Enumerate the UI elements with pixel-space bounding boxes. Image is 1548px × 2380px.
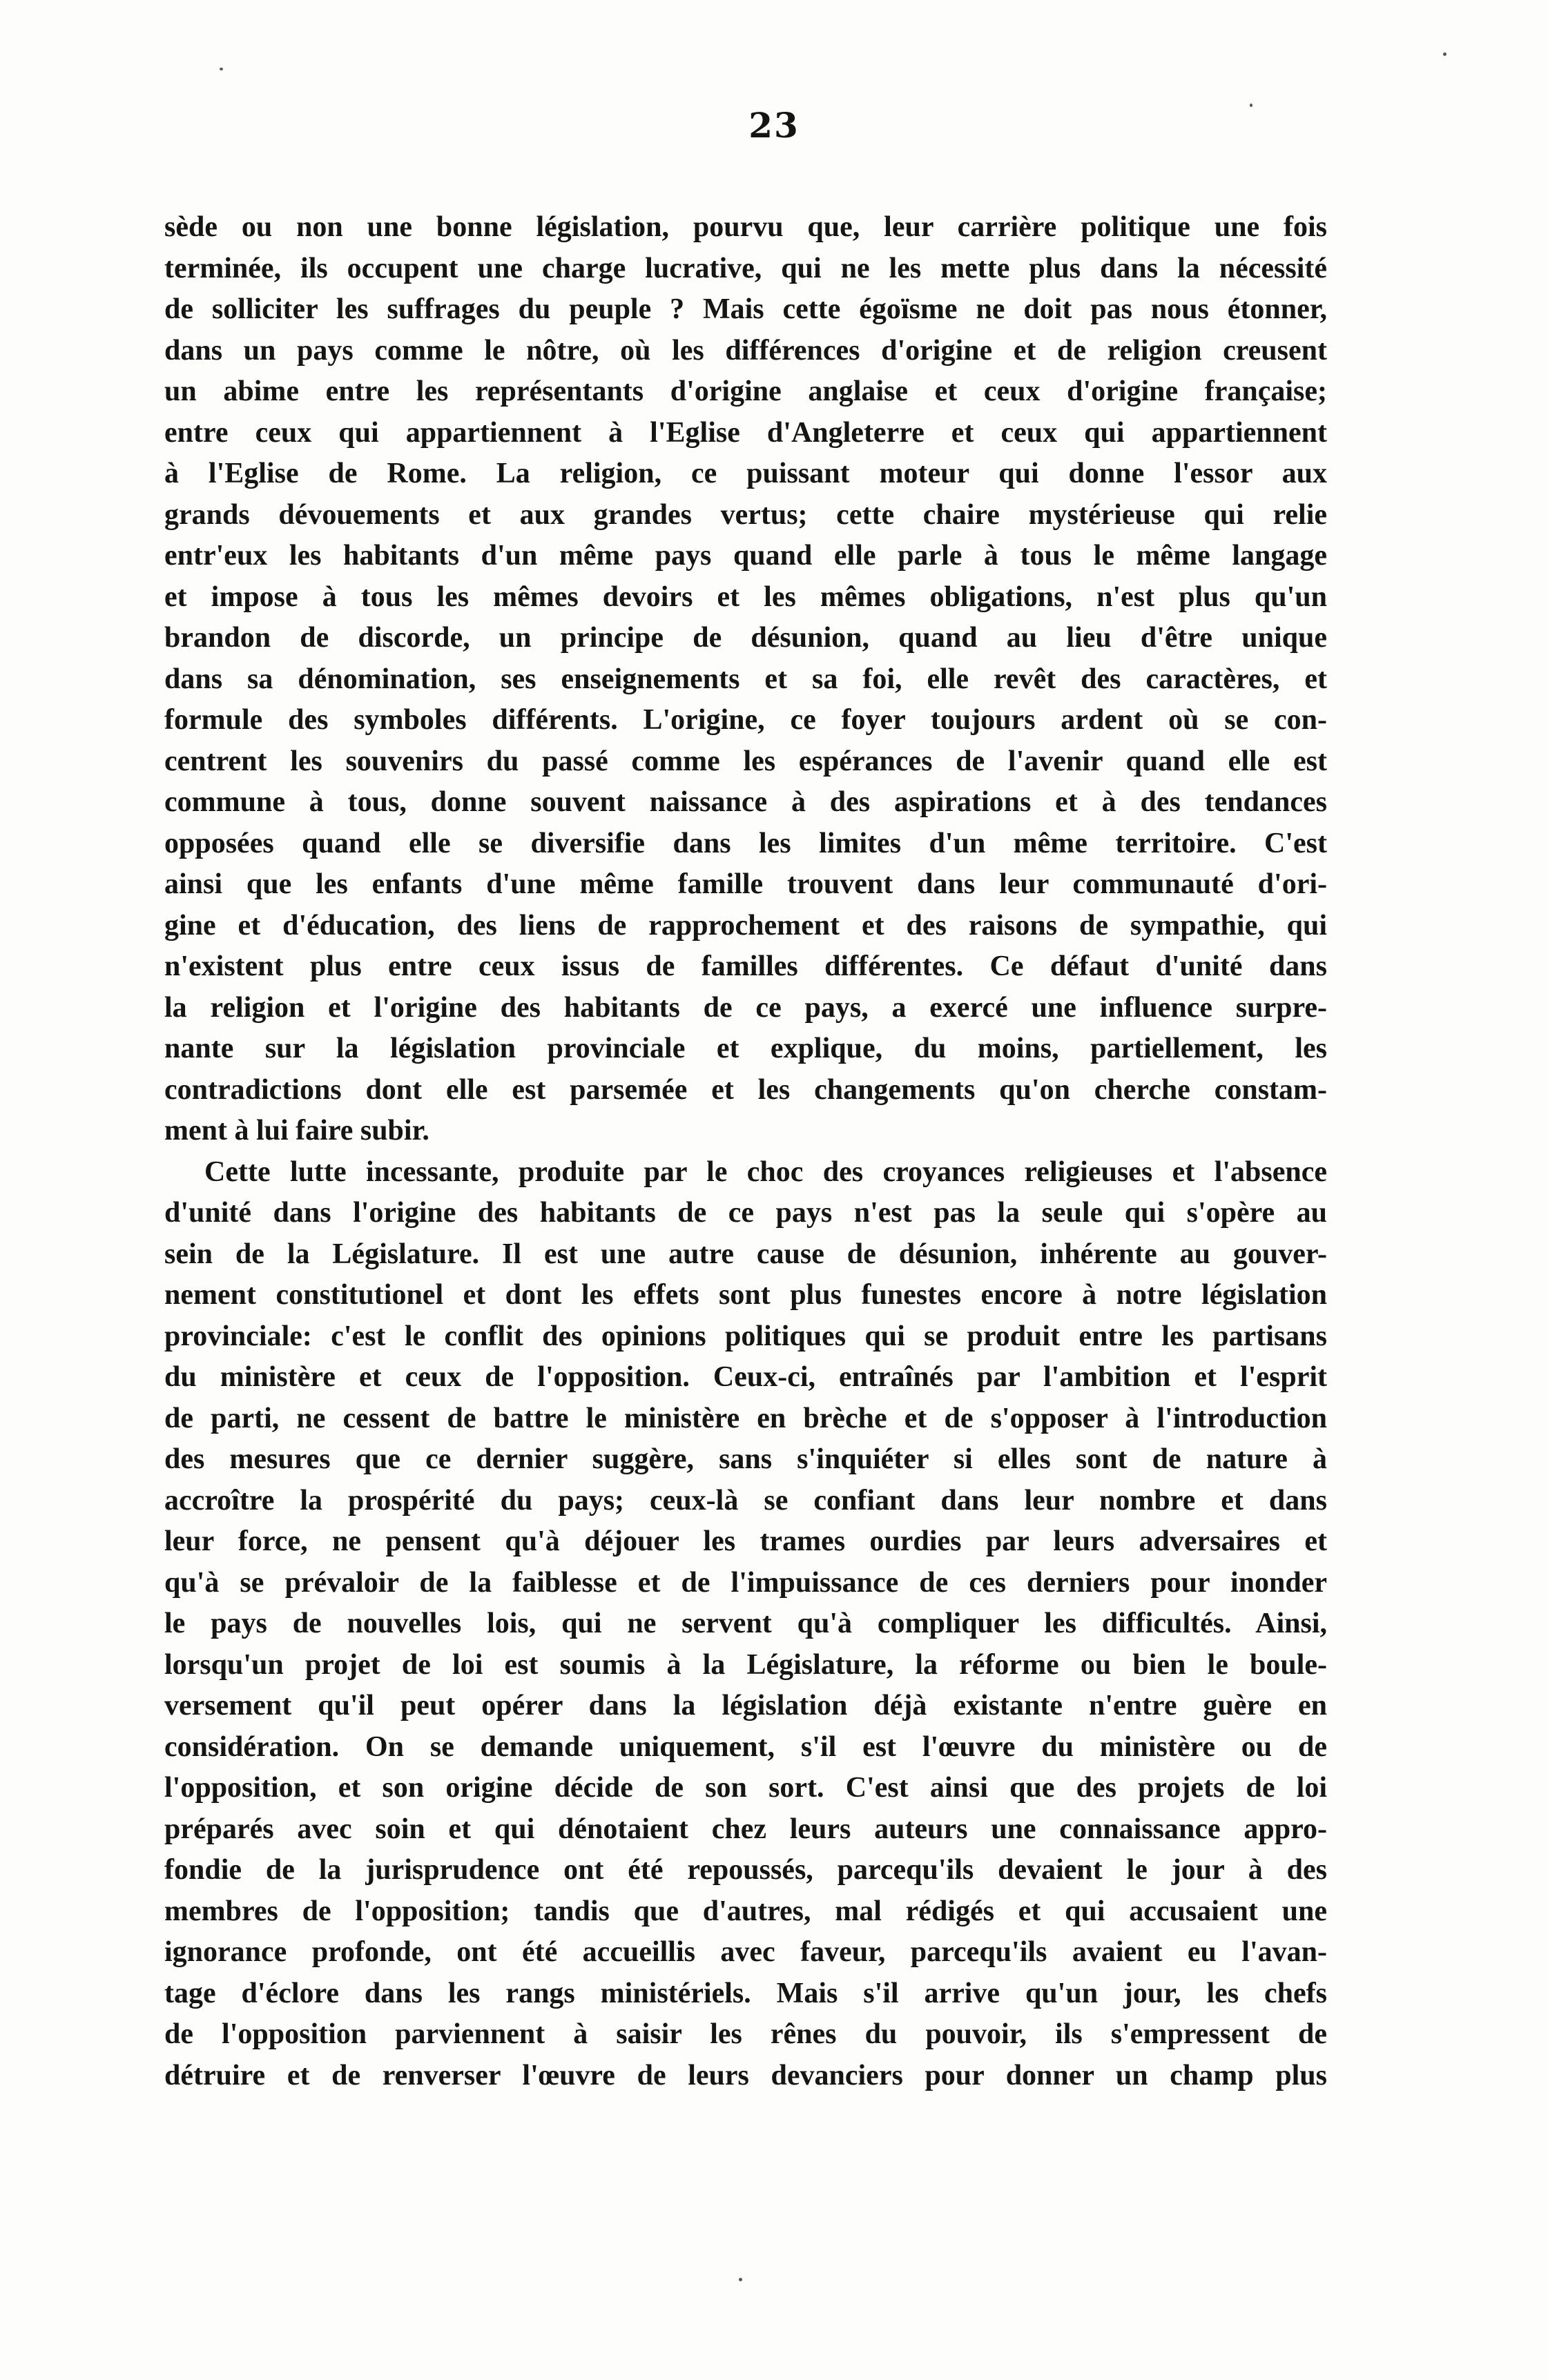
text-line: un abime entre les représentants d'origine anglaise et ceux d'origine française; [164,375,1327,407]
text-line: à l'Eglise de Rome. La religion, ce puissant moteur qui donne l'essor aux [164,458,1327,489]
text-line: considération. On se demande uniquement, s'il est l'œuvre du ministère ou de [164,1730,1327,1763]
text-line: sède ou non une bonne législation, pourvu que, leur carrière politique une fois [164,211,1327,243]
text-line: de l'opposition parviennent à saisir les rênes du pouvoir, ils s'empressent de [164,2018,1327,2050]
page-number: 23 [748,105,800,146]
text-line: entre ceux qui appartiennent à l'Eglise d'Angleterre et ceux qui appartiennent [164,416,1327,449]
text-line: des mesures que ce dernier suggère, sans s'inquiéter si elles sont de nature à [164,1443,1327,1475]
text-line: contradictions dont elle est parsemée et les changements qu'on cherche constam- [164,1073,1327,1106]
text-line: terminée, ils occupent une charge lucrative, qui ne les mette plus dans la nécessité [164,252,1327,284]
text-line: la religion et l'origine des habitants de ce pays, a exercé une influence surpre- [164,991,1327,1024]
text-line: versement qu'il peut opérer dans la législation déjà existante n'entre guère en [164,1690,1327,1721]
scan-speck [739,2278,742,2281]
text-line: grands dévouements et aux grandes vertus; cette chaire mystérieuse qui relie [164,498,1327,531]
scan-speck [220,68,223,70]
text-line: accroître la prospérité du pays; ceux-là se confiant dans leur nombre et dans [164,1484,1327,1516]
text-line: l'opposition, et son origine décide de son sort. C'est ainsi que des projets de loi [164,1772,1327,1804]
text-line: du ministère et ceux de l'opposition. Ceux-ci, entraînés par l'ambition et l'esprit [164,1361,1327,1393]
text-line: n'existent plus entre ceux issus de familles différentes. Ce défaut d'unité dans [164,950,1327,982]
scan-speck [1443,52,1447,56]
text-line: sein de la Législature. Il est une autre cause de désunion, inhérente au gouver- [164,1238,1327,1270]
text-line: provinciale: c'est le conflit des opinions politiques qui se produit entre les partisans [164,1320,1327,1352]
text-line: dans sa dénomination, ses enseignements et sa foi, elle revêt des caractères, et [164,663,1327,695]
scan-speck [1250,104,1252,107]
text-line: lorsqu'un projet de loi est soumis à la Législature, la réforme ou bien le boule- [164,1648,1327,1681]
text-line: formule des symboles différents. L'origine, ce foyer toujours ardent où se con- [164,704,1327,736]
text-line: brandon de discorde, un principe de désunion, quand au lieu d'être unique [164,622,1327,654]
text-line: gine et d'éducation, des liens de rapprochement et des raisons de sympathie, qui [164,909,1327,942]
text-line: centrent les souvenirs du passé comme les espérances de l'avenir quand elle est [164,745,1327,777]
text-line: dans un pays comme le nôtre, où les différences d'origine et de religion creusent [164,334,1327,367]
text-line: et impose à tous les mêmes devoirs et les mêmes obligations, n'est plus qu'un [164,581,1327,613]
text-line: le pays de nouvelles lois, qui ne servent qu'à compliquer les difficultés. Ainsi, [164,1608,1327,1639]
text-line: ment à lui faire subir. [164,1115,429,1147]
text-line: membres de l'opposition; tandis que d'autres, mal rédigés et qui accusaient une [164,1895,1327,1927]
text-line: préparés avec soin et qui dénotaient chez leurs auteurs une connaissance appro- [164,1813,1327,1845]
text-line: Cette lutte incessante, produite par le choc des croyances religieuses et l'absence [204,1155,1327,1188]
text-line: opposées quand elle se diversifie dans les limites d'un même territoire. C'est [164,827,1327,859]
text-line: détruire et de renverser l'œuvre de leurs devanciers pour donner un champ plus [164,2059,1327,2091]
text-line: commune à tous, donne souvent naissance à des aspirations et à des tendances [164,786,1327,818]
text-line: de parti, ne cessent de battre le ministère en brèche et de s'opposer à l'introduction [164,1402,1327,1434]
text-line: nement constitutionel et dont les effets sont plus funestes encore à notre législation [164,1279,1327,1311]
text-line: qu'à se prévaloir de la faiblesse et de l'impuissance de ces derniers pour inonder [164,1566,1327,1599]
body-text [164,207,1327,2096]
text-line: de solliciter les suffrages du peuple ? Mais cette égoïsme ne doit pas nous étonner, [164,293,1327,325]
text-line: fondie de la jurisprudence ont été repoussés, parcequ'ils devaient le jour à des [164,1854,1327,1886]
text-line: ignorance profonde, ont été accueillis avec faveur, parcequ'ils avaient eu l'avan- [164,1936,1327,1968]
text-line: d'unité dans l'origine des habitants de ce pays n'est pas la seule qui s'opère au [164,1197,1327,1229]
text-line: ainsi que les enfants d'une même famille trouvent dans leur communauté d'ori- [164,868,1327,900]
text-line: entr'eux les habitants d'un même pays quand elle parle à tous le même langage [164,540,1327,572]
text-line: tage d'éclore dans les rangs ministériels. Mais s'il arrive qu'un jour, les chefs [164,1977,1327,2009]
text-line: leur force, ne pensent qu'à déjouer les trames ourdies par leurs adversaires et [164,1525,1327,1557]
text-line: nante sur la législation provinciale et explique, du moins, partiellement, les [164,1033,1327,1064]
